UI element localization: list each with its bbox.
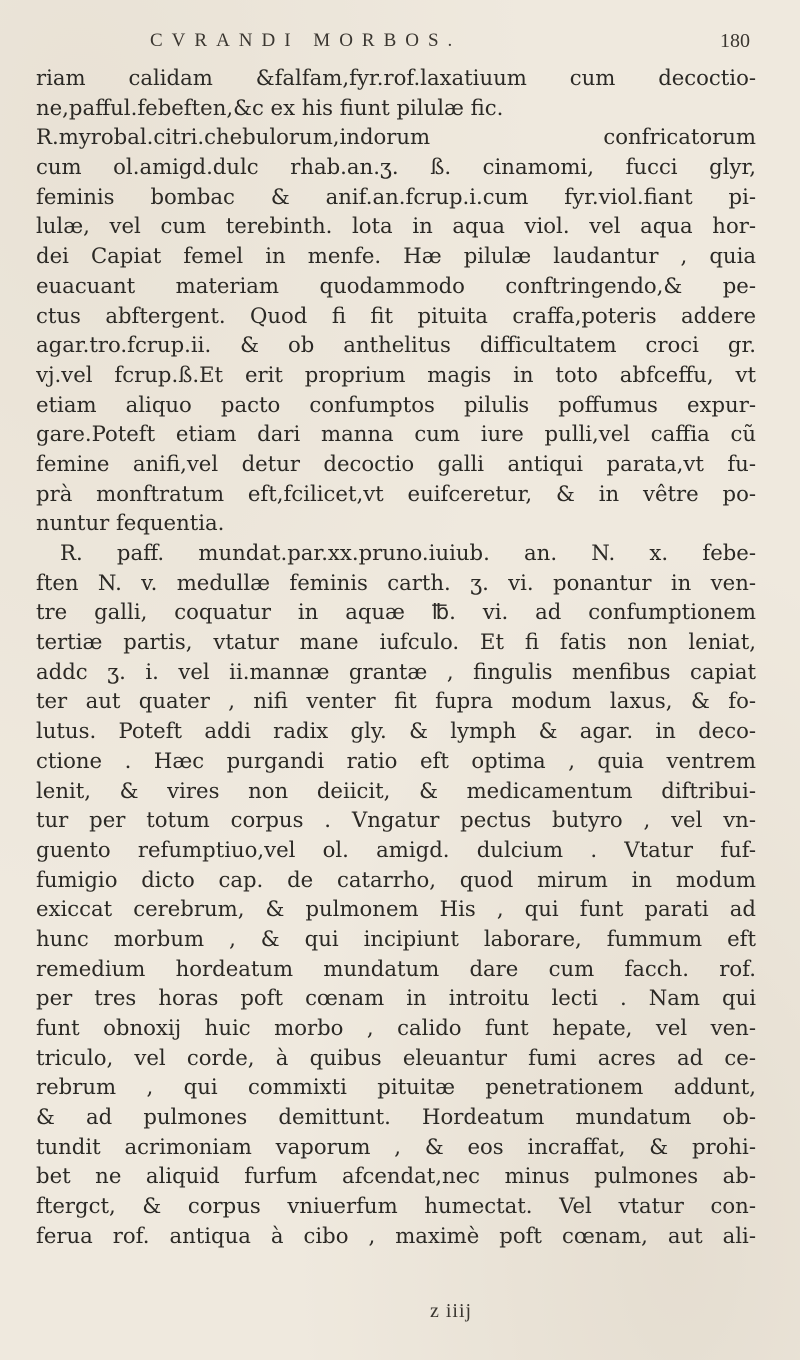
text-line: euacuant materiam quodammodo conftringendo,& pe-: [36, 272, 756, 298]
text-line: lutus. Poteft addi radix gly. & lymph & agar. in deco-: [36, 718, 756, 744]
text-line: lulæ, vel cum terebinth. lota in aqua viol. vel aqua hor-: [36, 213, 756, 239]
text-line: remedium hordeatum mundatum dare cum facch. rof.: [36, 955, 756, 981]
text-line: guento refumptiuo,vel ol. amigd. dulcium . Vtatur fuf-: [36, 836, 756, 862]
text-line: exiccat cerebrum, & pulmonem His , qui funt parati ad: [36, 896, 756, 922]
text-line: nuntur fequentia.: [36, 510, 225, 536]
text-line: tertiæ partis, vtatur mane iufculo. Et fi fatis non leniat,: [36, 629, 756, 655]
page-number: 180: [720, 30, 750, 52]
text-line: etiam aliquo pacto confumptos pilulis poffumus expur-: [36, 391, 756, 417]
text-line: ctione . Hæc purgandi ratio eft optima , quia ventrem: [36, 747, 756, 773]
text-line: vj.vel fcrup.ß.Et erit proprium magis in toto abfceffu, vt: [36, 361, 756, 387]
text-line: cum ol.amigd.dulc rhab.an.ʒ. ß. cinamomi, fucci glyr,: [36, 154, 756, 180]
text-line: per tres horas poft cœnam in introitu lecti . Nam qui: [36, 985, 756, 1011]
text-line: tur per totum corpus . Vngatur pectus butyro , vel vn-: [36, 807, 756, 833]
text-line: lenit, & vires non deiicit, & medicamentum diftribui-: [36, 777, 756, 803]
text-line: ftergct, & corpus vniuerfum humectat. Vel vtatur con-: [36, 1193, 756, 1219]
text-line: fumigio dicto cap. de catarrho, quod mirum in modum: [36, 866, 756, 892]
text-line: feminis bombac & anif.an.fcrup.i.cum fyr.viol.fiant pi-: [36, 183, 756, 209]
text-line: addc ʒ. i. vel ii.mannæ grantæ , fingulis menfibus capiat: [36, 658, 756, 684]
text-line: ferua rof. antiqua à cibo , maximè poft cœnam, aut ali-: [36, 1222, 756, 1248]
body-text: [36, 63, 756, 1251]
text-line: bet ne aliquid furfum afcendat,nec minus pulmones ab-: [36, 1163, 756, 1189]
text-line: ctus abftergent. Quod fi fit pituita craffa,poteris addere: [36, 302, 756, 328]
text-line: R. paff. mundat.par.xx.pruno.iuiub. an. N. x. febe-: [60, 540, 756, 565]
text-line: rebrum , qui commixti pituitæ penetrationem addunt,: [36, 1074, 756, 1100]
text-line: ne,pafful.febeften,&c ex his fiunt pilulæ fic.: [36, 94, 504, 120]
text-line: prà monftratum eft,fcilicet,vt euifceretur, & in vêtre po-: [36, 480, 756, 506]
running-head: [150, 30, 750, 60]
text-line: dei Capiat femel in menfe. Hæ pilulæ laudantur , quia: [36, 243, 756, 269]
text-line: & ad pulmones demittunt. Hordeatum mundatum ob-: [36, 1104, 756, 1130]
signature-mark: z iiij: [430, 1300, 473, 1322]
text-line: gare.Poteft etiam dari manna cum iure pulli,vel caffia cũ: [36, 421, 756, 447]
text-line: funt obnoxij huic morbo , calido funt hepate, vel ven-: [36, 1015, 756, 1040]
text-line: triculo, vel corde, à quibus eleuantur fumi acres ad ce-: [36, 1044, 756, 1070]
text-line: R.myrobal.citri.chebulorum,indorum confricatorum: [36, 124, 756, 150]
text-line: ter aut quater , nifi venter fit fupra modum laxus, & fo-: [36, 688, 756, 714]
text-line: hunc morbum , & qui incipiunt laborare, fummum eft: [36, 925, 756, 951]
text-line: ften N. v. medullæ feminis carth. ʒ. vi. ponantur in ven-: [36, 569, 756, 595]
text-line: riam calidam &falfam,fyr.rof.laxatiuum cum decoctio-: [36, 65, 756, 90]
running-title: CVRANDI MORBOS.: [150, 30, 462, 51]
text-line: femine anifi,vel detur decoctio galli antiqui parata,vt fu-: [36, 450, 756, 476]
text-line: tundit acrimoniam vaporum , & eos incraffat, & prohi-: [36, 1133, 756, 1159]
text-line: tre galli, coquatur in aquæ ℔. vi. ad confumptionem: [36, 599, 756, 625]
text-line: agar.tro.fcrup.ii. & ob anthelitus difficultatem croci gr.: [36, 332, 756, 358]
